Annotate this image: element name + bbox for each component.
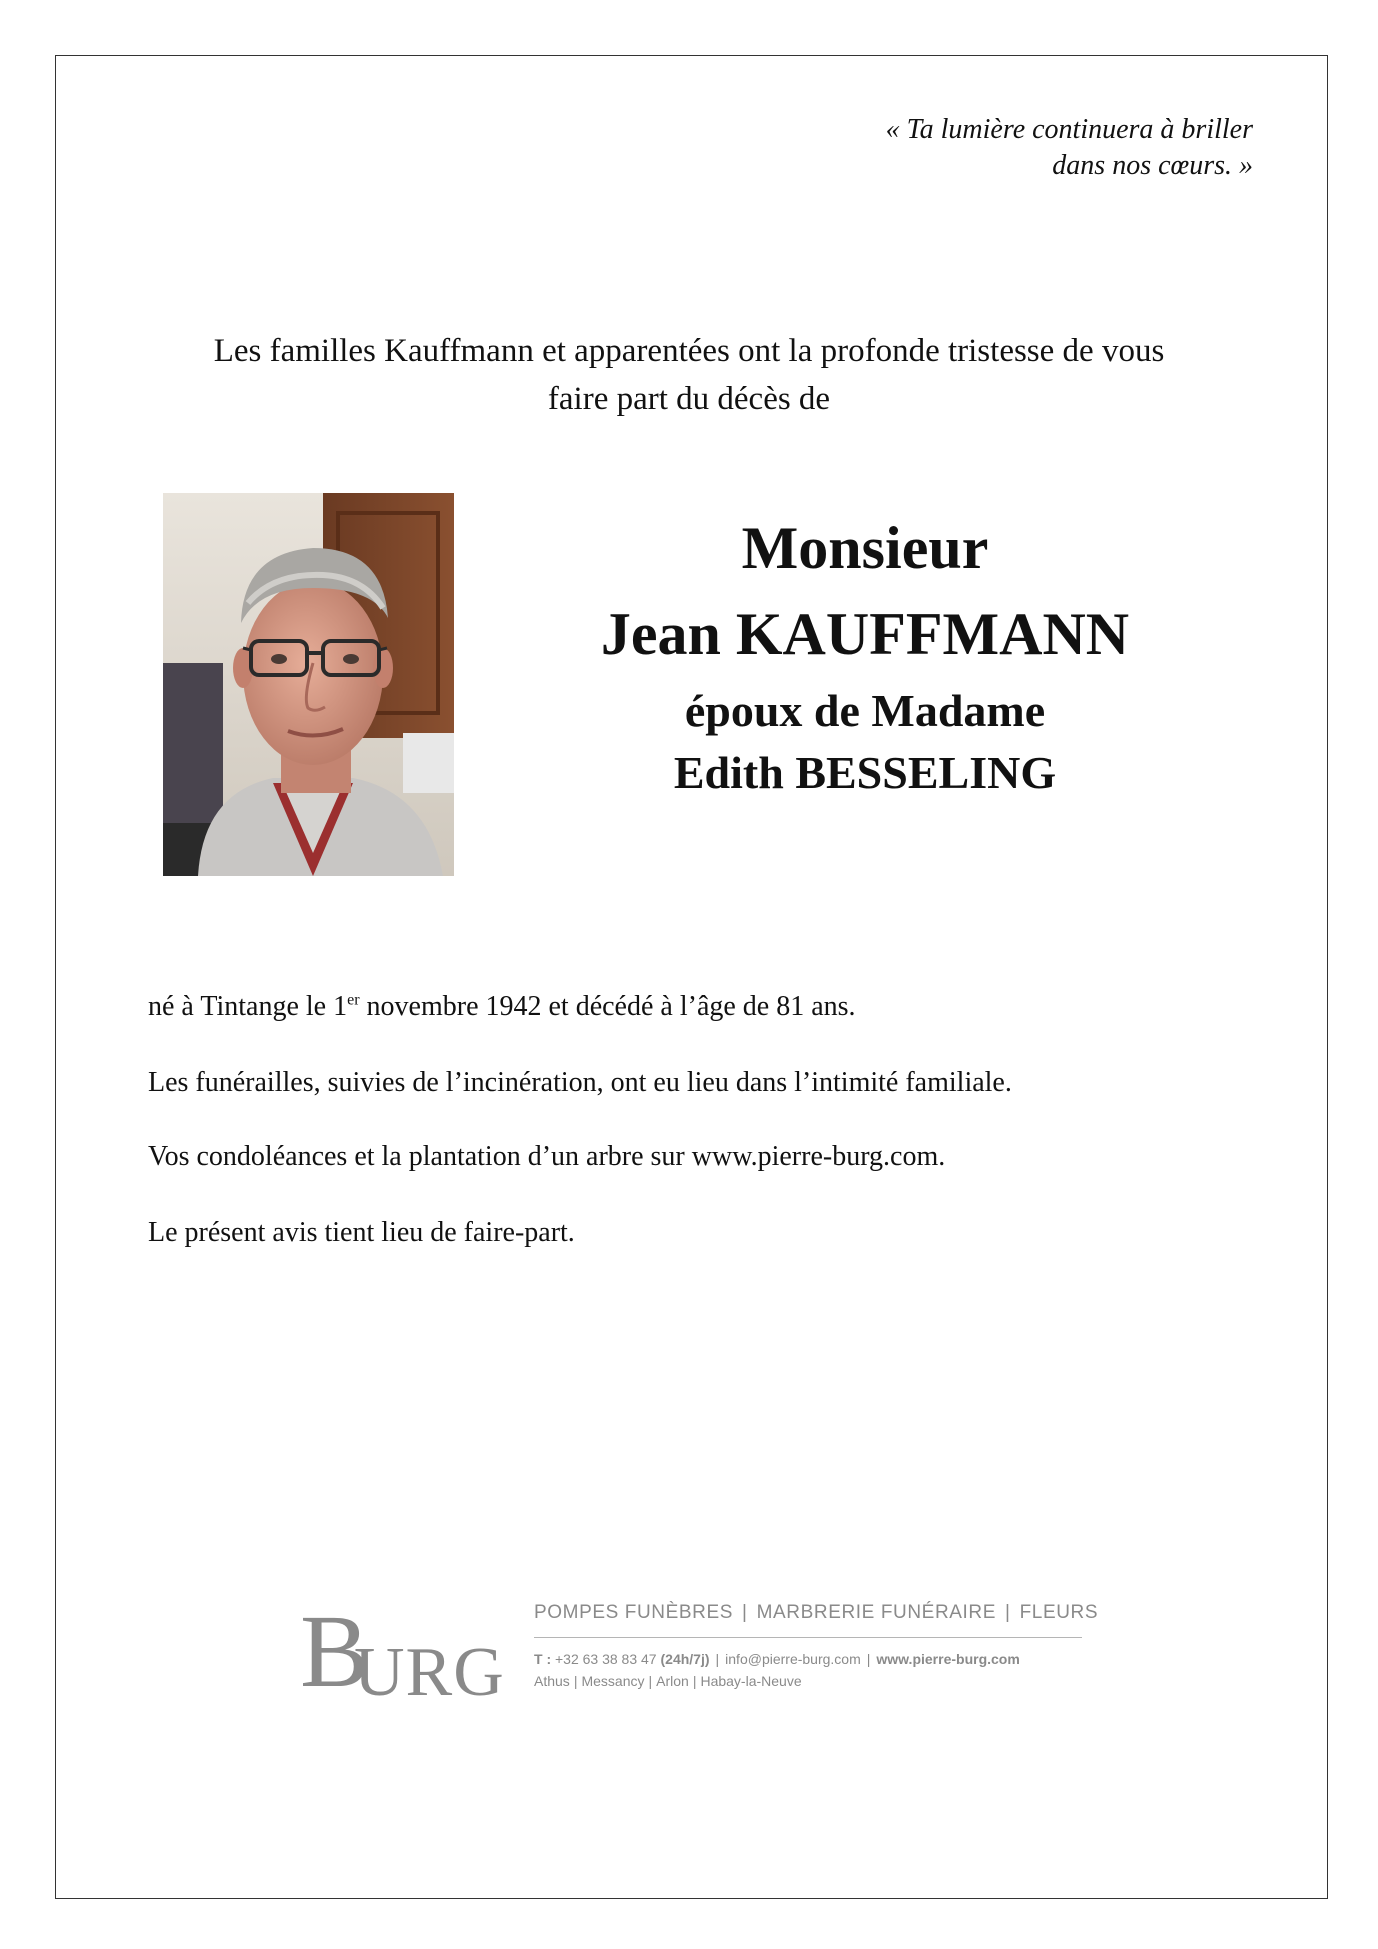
condolences-paragraph: Vos condoléances et la plantation d’un arbre sur www.pierre-burg.com. [148,1141,946,1172]
portrait-illustration [163,493,454,876]
spouse-line-1: époux de Madame [684,685,1046,736]
funeral-paragraph: Les funérailles, suivies de l’incinération, ont eu lieu dans l’intimité familiale. [148,1067,1012,1098]
town-item: Arlon [656,1673,689,1689]
town-item: Messancy [581,1673,645,1689]
town-item: Athus [534,1673,570,1689]
separator: | [715,1651,720,1667]
birth-text-pre: né à Tintange le 1 [148,991,348,1022]
birth-text-sup: er [347,991,360,1009]
town-item: Habay-la-Neuve [700,1673,802,1689]
phone-hours: (24h/7j) [660,1651,710,1667]
separator: | [573,1673,578,1689]
contact-line [534,1648,1084,1670]
service-funeral: POMPES FUNÈBRES [534,1602,734,1623]
quote-line-1: « Ta lumière continuera à briller [885,114,1253,145]
separator: | [742,1602,748,1623]
separator: | [1005,1602,1011,1623]
services-list [534,1600,1099,1626]
intro-line-2: faire part du décès de [547,381,831,417]
quote-line-2: dans nos cœurs. » [1052,150,1253,181]
phone-label: T : [534,1651,552,1667]
intro-line-1: Les familles Kauffmann et apparentées ont la profonde tristesse de vous [213,333,1165,369]
footer-divider [534,1637,1082,1638]
notice-paragraph: Le présent avis tient lieu de faire-part. [148,1217,575,1248]
announcement-intro [150,327,1228,423]
honorific: Monsieur [741,515,989,581]
website-link[interactable]: www.pierre-burg.com [876,1651,1020,1667]
portrait-photo [163,493,454,876]
birth-text-post: novembre 1942 et décédé à l’âge de 81 ans. [359,991,856,1022]
deceased-name-block [520,512,1210,804]
service-flowers: FLEURS [1019,1602,1099,1623]
deceased-name: Jean KAUFFMANN [600,601,1130,667]
logo-letters-urg: URG [354,1634,505,1711]
town-list [534,1670,1084,1692]
birth-death-paragraph [148,990,856,1024]
email-link[interactable]: info@pierre-burg.com [725,1651,861,1667]
separator: | [866,1651,871,1667]
separator: | [692,1673,697,1689]
separator: | [648,1673,653,1689]
funeral-home-info [534,1600,1099,1692]
logo-letter-b: B [300,1594,368,1709]
spouse-line-2: Edith BESSELING [673,747,1057,798]
burg-logo [300,1594,505,1711]
service-masonry: MARBRERIE FUNÉRAIRE [756,1602,997,1623]
phone-number: +32 63 38 83 47 [555,1651,657,1667]
epitaph-quote [886,112,1253,184]
